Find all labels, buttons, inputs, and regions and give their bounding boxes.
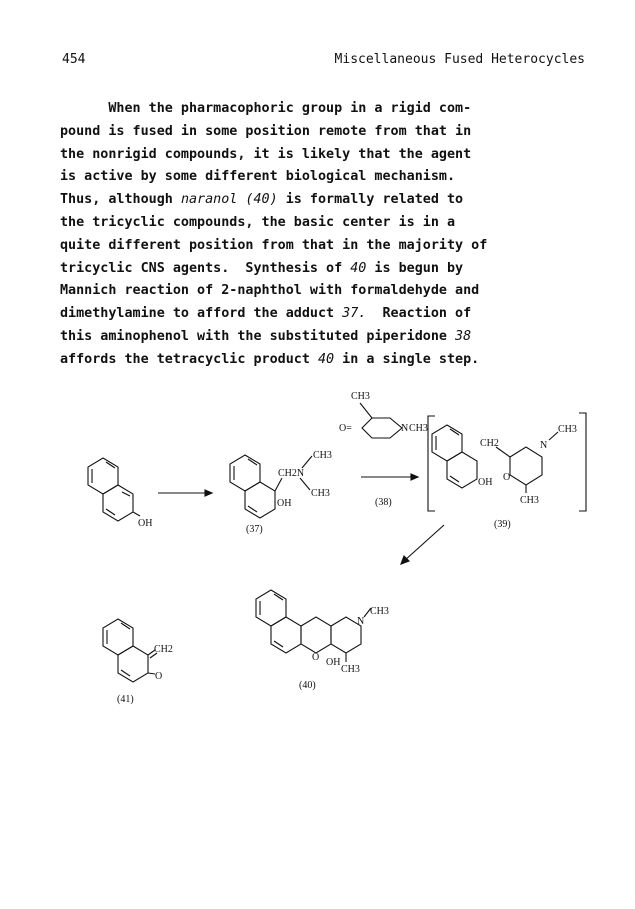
methyl-label-39b: CH3 [520, 495, 539, 506]
structure-39 [428, 413, 586, 530]
hydroxyl-label: OH [138, 518, 153, 529]
text-line-6: the tricyclic compounds, the basic center is in a [60, 214, 456, 230]
compound-label-39: (39) [494, 519, 511, 530]
page-number: 454 [62, 52, 86, 67]
text-line-8-c: is begun by [366, 260, 464, 276]
text-line-3: the nonrigid compounds, it is likely that the agent [60, 146, 472, 162]
text-line-11-a: this aminophenol with the substituted piperidone [60, 328, 456, 344]
text-line-10-a: dimethylamine to afford the adduct [60, 306, 343, 322]
text-line-12-a: affords the tetracyclic product [60, 351, 318, 367]
structure-41 [103, 619, 173, 705]
text-line-4: is active by some different biological mechanism. [60, 169, 456, 185]
compound-ref-37: 37. [342, 306, 367, 322]
ketone-label-38: O= [339, 423, 352, 434]
text-line-5-a: Thus, although [60, 192, 181, 208]
running-title: Miscellaneous Fused Heterocycles [334, 52, 585, 67]
compound-label-38: (38) [375, 497, 392, 508]
compound-label-40: (40) [299, 680, 316, 691]
n-label-40: N [357, 616, 365, 627]
compound-name-naranol: naranol (40) [180, 192, 278, 208]
reaction-arrow-3 [401, 525, 444, 564]
text-line-12-c: in a single step. [334, 351, 480, 367]
compound-ref-40b: 40 [317, 351, 335, 367]
methyl-label-40a: CH3 [370, 606, 389, 617]
compound-label-41: (41) [117, 694, 134, 705]
reaction-arrow-1 [158, 490, 212, 496]
n-label-39: N [540, 440, 548, 451]
methyl-label-37a: CH3 [313, 450, 332, 461]
ch2-label-39: CH2 [480, 438, 499, 449]
methyl-label-40b: CH3 [341, 664, 360, 675]
hydroxyl-label-37: OH [277, 498, 292, 509]
structure-38 [339, 391, 428, 508]
text-line-1-content: When the pharmacophoric group in a rigid com- [108, 101, 472, 116]
ketone-o-label-41: O [155, 671, 163, 682]
ketone-o-label-39: O [503, 472, 511, 483]
hydroxyl-label-39: OH [478, 477, 493, 488]
hydroxyl-label-40: OH [326, 657, 341, 668]
structure-40 [256, 590, 389, 691]
ring-o-label-40: O [312, 652, 320, 663]
compound-label-37: (37) [246, 524, 263, 535]
text-line-5-c: is formally related to [277, 192, 464, 208]
nmethyl-label-38: N [401, 423, 409, 434]
text-line-9: Mannich reaction of 2-naphthol with formaldehyde and [60, 283, 480, 299]
compound-ref-38: 38 [455, 328, 472, 344]
ch2-label-41: CH2 [154, 644, 173, 655]
structure-37 [230, 450, 332, 535]
text-line-8-a: tricyclic CNS agents. Synthesis of [60, 260, 351, 276]
structure-2-naphthol [88, 458, 152, 529]
text-line-10-c: Reaction of [366, 306, 472, 322]
methyl-label-38a: CH3 [351, 391, 370, 402]
methyl-label-39a: CH3 [558, 424, 577, 435]
ch2n-label: CH2N [278, 468, 305, 479]
methyl-label-38b: CH3 [409, 423, 428, 434]
methyl-label-37b: CH3 [311, 488, 330, 499]
reaction-arrow-2 [361, 474, 418, 480]
compound-ref-40: 40 [350, 260, 367, 276]
text-line-7: quite different position from that in the majority of [60, 237, 488, 253]
text-line-2: pound is fused in some position remote from that in [60, 123, 472, 139]
